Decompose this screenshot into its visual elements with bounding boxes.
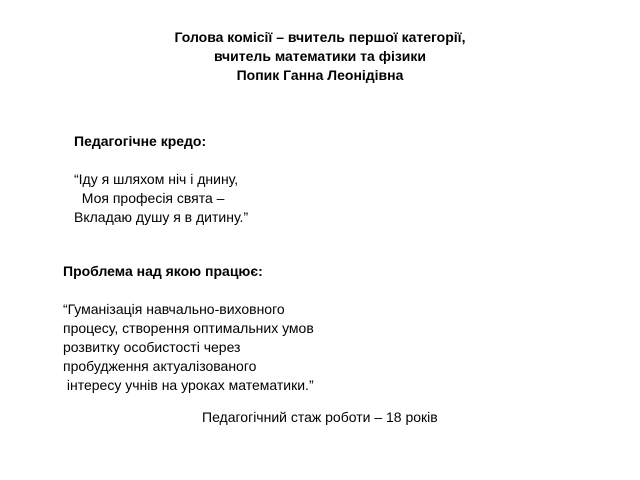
credo-line: Моя професія свята – xyxy=(74,190,225,206)
credo-section xyxy=(74,132,248,227)
problem-line: пробудження актуалізованого xyxy=(63,358,257,374)
title-line-name: Попик Ганна Леонідівна xyxy=(236,67,404,83)
credo-heading: Педагогічне кредо: xyxy=(74,133,207,149)
problem-line: “Гуманізація навчально-виховного xyxy=(63,301,285,317)
title-line-subjects: вчитель математики та фізики xyxy=(213,48,427,64)
credo-line: “Іду я шляхом ніч і днину, xyxy=(74,171,239,187)
title-line-position: Голова комісії – вчитель першої категорії, xyxy=(174,29,466,45)
problem-heading: Проблема над якою працює: xyxy=(63,263,263,279)
credo-line: Вкладаю душу я в дитину.” xyxy=(74,209,249,225)
problem-line: розвитку особистості через xyxy=(63,339,241,355)
title-block xyxy=(0,28,640,85)
experience-text: Педагогічний стаж роботи – 18 років xyxy=(202,409,438,425)
problem-line: процесу, створення оптимальних умов xyxy=(63,320,314,336)
problem-line: інтересу учнів на уроках математики.” xyxy=(63,377,314,393)
problem-section xyxy=(63,262,314,395)
